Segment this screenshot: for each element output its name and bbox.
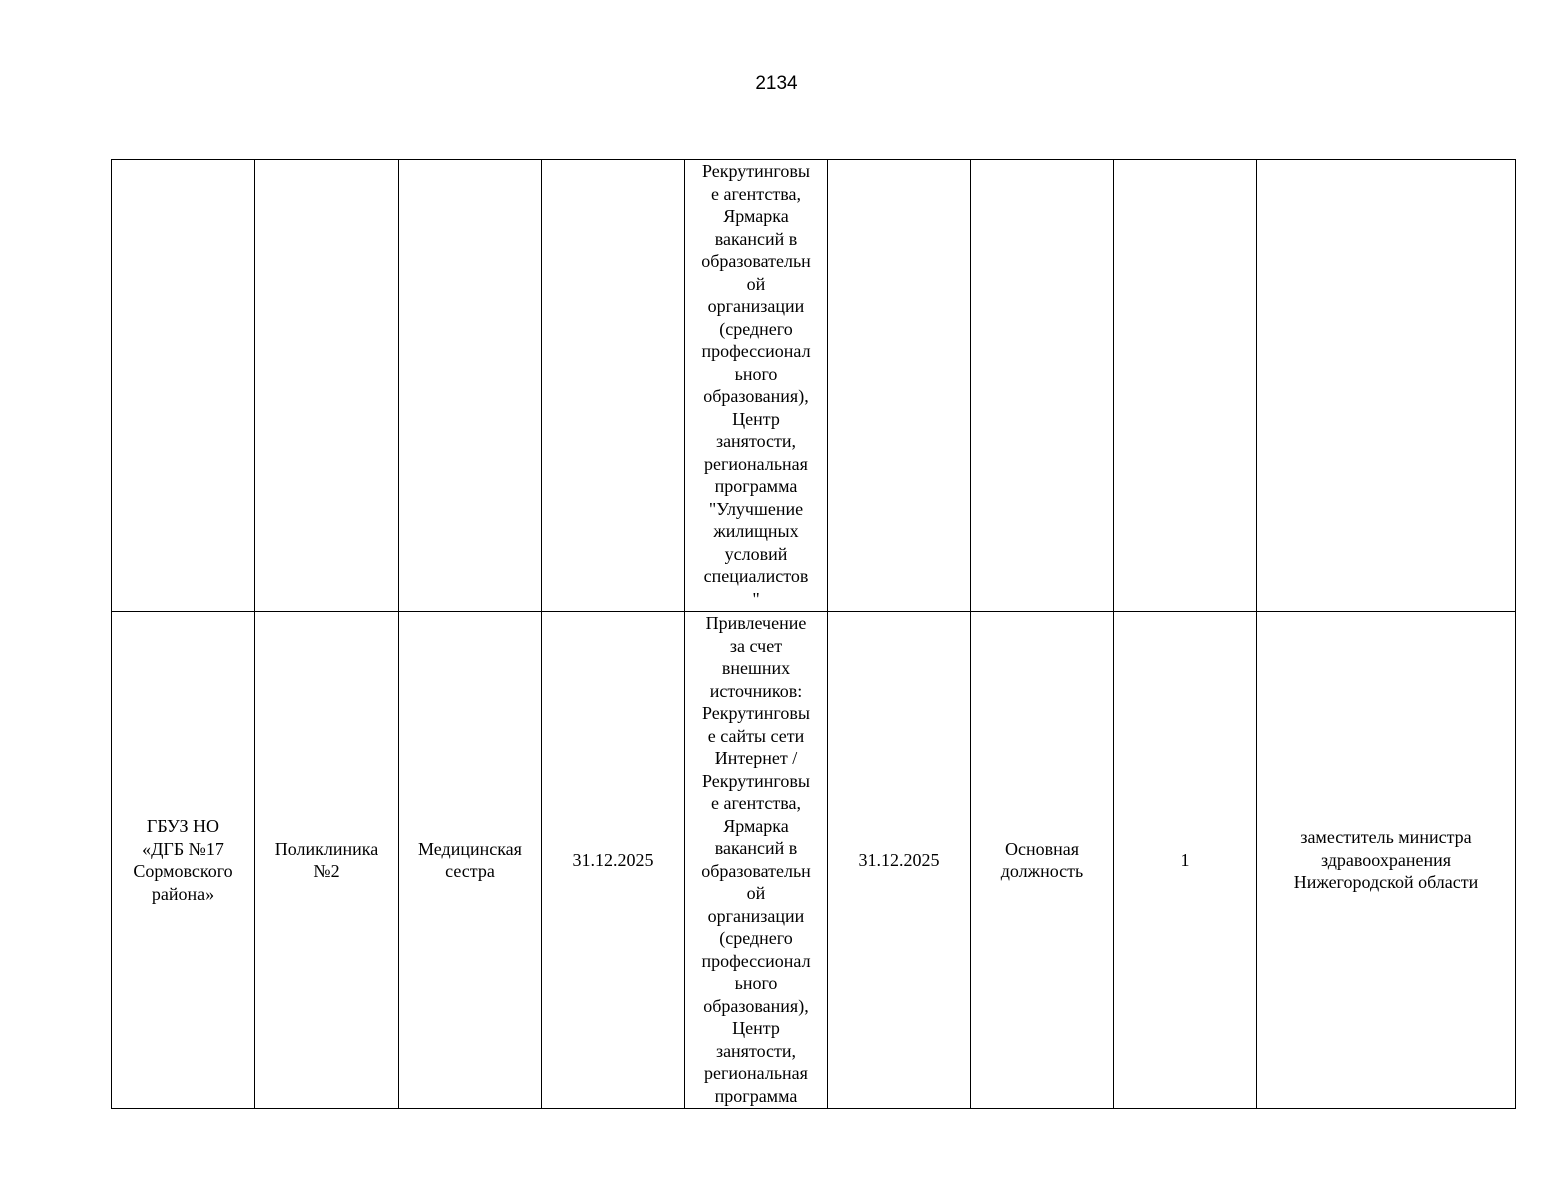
responsible-cell	[1257, 160, 1516, 612]
date-cell: 31.12.2025	[828, 612, 971, 1109]
position-cell	[399, 160, 542, 612]
responsible-cell: заместитель министра здравоохранения Нижегородской области	[1257, 612, 1516, 1109]
page-number: 2134	[755, 73, 798, 94]
date-cell	[828, 160, 971, 612]
count-cell: 1	[1114, 612, 1257, 1109]
employment-cell	[971, 160, 1114, 612]
vacancy-table	[111, 159, 1516, 1109]
count-cell	[1114, 160, 1257, 612]
sources-cell: Рекрутинговы е агентства, Ярмарка вакансий в образовательн ой организации (среднего профессионал ьного образования), Центр занятости, региональная программа "Улучшение жилищных условий специалистов "	[685, 160, 828, 612]
department-cell: Поликлиника №2	[255, 612, 399, 1109]
department-cell	[255, 160, 399, 612]
table-row	[112, 160, 1516, 612]
table-row	[112, 612, 1516, 1109]
date-cell: 31.12.2025	[542, 612, 685, 1109]
position-cell: Медицинская сестра	[399, 612, 542, 1109]
organization-cell: ГБУЗ НО «ДГБ №17 Сормовского района»	[112, 612, 255, 1109]
employment-cell: Основная должность	[971, 612, 1114, 1109]
organization-cell	[112, 160, 255, 612]
date-cell	[542, 160, 685, 612]
sources-cell: Привлечение за счет внешних источников: Рекрутинговы е сайты сети Интернет / Рекрутинговы е агентства, Ярмарка вакансий в образовательн ой организации (среднего профессионал ьного образования), Центр занятости, региональная программа	[685, 612, 828, 1109]
